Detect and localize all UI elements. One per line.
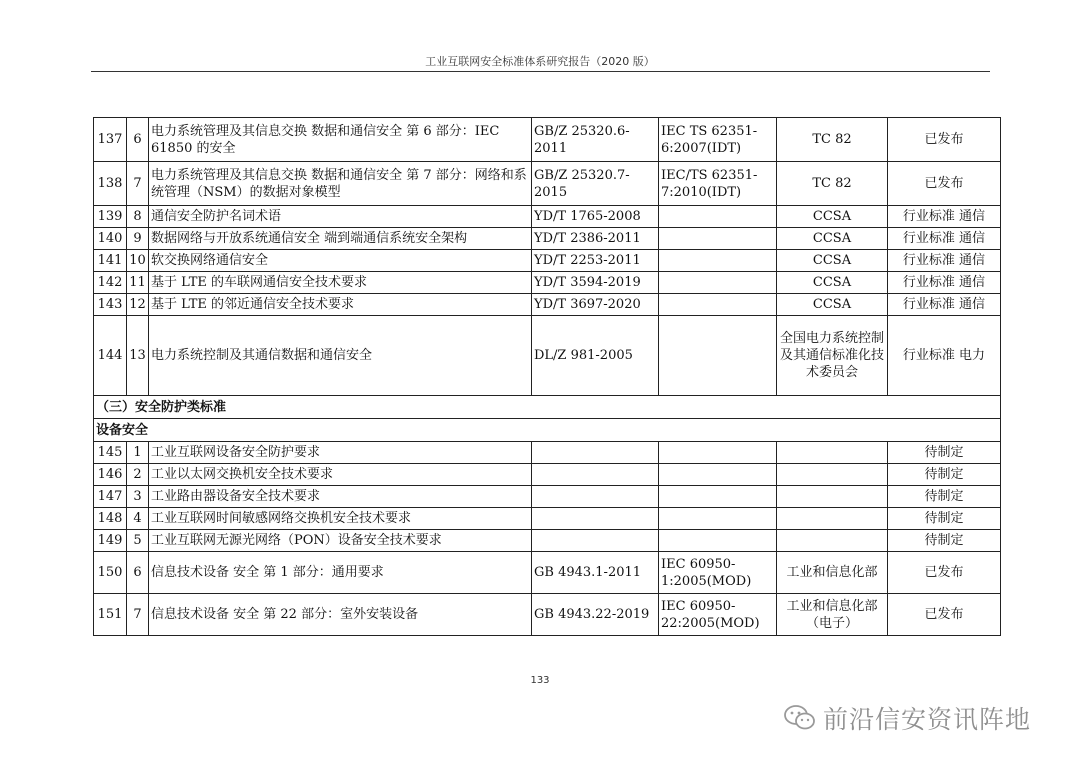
standard-name-cell: 电力系统控制及其通信数据和通信安全 xyxy=(149,316,532,396)
standard-name-cell: 数据网络与开放系统通信安全 端到端通信系统安全架构 xyxy=(149,228,532,250)
organization-cell xyxy=(777,530,888,552)
standard-code-cell: YD/T 1765-2008 xyxy=(532,206,659,228)
organization-cell: 全国电力系统控制及其通信标准化技术委员会 xyxy=(777,316,888,396)
table-row xyxy=(94,442,1001,464)
standard-code-cell: GB 4943.22-2019 xyxy=(532,594,659,636)
page-header-title: 工业互联网安全标准体系研究报告（2020 版） xyxy=(425,55,655,68)
adoption-relation-cell: IEC 60950-22:2005(MOD) xyxy=(659,594,777,636)
adoption-relation-cell xyxy=(659,316,777,396)
status-cell: 待制定 xyxy=(888,486,1001,508)
sub-number-cell: 7 xyxy=(127,162,149,206)
organization-cell xyxy=(777,486,888,508)
standard-code-cell: YD/T 2386-2011 xyxy=(532,228,659,250)
sub-number-cell: 12 xyxy=(127,294,149,316)
adoption-relation-cell: IEC/TS 62351-7:2010(IDT) xyxy=(659,162,777,206)
row-number-cell: 147 xyxy=(94,486,127,508)
table-body-a xyxy=(94,118,1001,396)
standard-name-cell: 基于 LTE 的车联网通信安全技术要求 xyxy=(149,272,532,294)
status-cell: 待制定 xyxy=(888,508,1001,530)
status-cell: 已发布 xyxy=(888,594,1001,636)
sub-number-cell: 1 xyxy=(127,442,149,464)
table-row xyxy=(94,118,1001,162)
adoption-relation-cell xyxy=(659,294,777,316)
standard-code-cell xyxy=(532,464,659,486)
organization-cell: CCSA xyxy=(777,294,888,316)
organization-cell: CCSA xyxy=(777,228,888,250)
organization-cell xyxy=(777,442,888,464)
standard-code-cell xyxy=(532,508,659,530)
status-cell: 行业标准 通信 xyxy=(888,250,1001,272)
standard-name-cell: 工业以太网交换机安全技术要求 xyxy=(149,464,532,486)
standard-code-cell xyxy=(532,530,659,552)
sub-number-cell: 4 xyxy=(127,508,149,530)
watermark-text: 前沿信安资讯阵地 xyxy=(823,705,1032,734)
standard-code-cell: DL/Z 981-2005 xyxy=(532,316,659,396)
subsection-heading-row xyxy=(94,419,1001,442)
table-row xyxy=(94,552,1001,594)
standard-name-cell: 工业互联网时间敏感网络交换机安全技术要求 xyxy=(149,508,532,530)
section-heading: （三）安全防护类标准 xyxy=(94,396,1001,419)
sub-number-cell: 7 xyxy=(127,594,149,636)
standard-code-cell: GB 4943.1-2011 xyxy=(532,552,659,594)
adoption-relation-cell xyxy=(659,442,777,464)
table-row xyxy=(94,594,1001,636)
table-row xyxy=(94,162,1001,206)
row-number-cell: 149 xyxy=(94,530,127,552)
page-number: 133 xyxy=(530,675,550,686)
sub-number-cell: 10 xyxy=(127,250,149,272)
sub-number-cell: 6 xyxy=(127,552,149,594)
organization-cell xyxy=(777,464,888,486)
sub-number-cell: 13 xyxy=(127,316,149,396)
status-cell: 行业标准 通信 xyxy=(888,228,1001,250)
adoption-relation-cell xyxy=(659,530,777,552)
status-cell: 待制定 xyxy=(888,464,1001,486)
status-cell: 已发布 xyxy=(888,552,1001,594)
row-number-cell: 146 xyxy=(94,464,127,486)
organization-cell: TC 82 xyxy=(777,118,888,162)
standard-name-cell: 工业互联网设备安全防护要求 xyxy=(149,442,532,464)
adoption-relation-cell xyxy=(659,250,777,272)
sub-number-cell: 2 xyxy=(127,464,149,486)
row-number-cell: 141 xyxy=(94,250,127,272)
status-cell: 已发布 xyxy=(888,118,1001,162)
row-number-cell: 140 xyxy=(94,228,127,250)
adoption-relation-cell xyxy=(659,464,777,486)
organization-cell: 工业和信息化部 xyxy=(777,552,888,594)
status-cell: 行业标准 通信 xyxy=(888,294,1001,316)
standard-name-cell: 信息技术设备 安全 第 22 部分：室外安装设备 xyxy=(149,594,532,636)
sub-number-cell: 9 xyxy=(127,228,149,250)
organization-cell: TC 82 xyxy=(777,162,888,206)
status-cell: 行业标准 通信 xyxy=(888,272,1001,294)
table-row xyxy=(94,228,1001,250)
standard-name-cell: 工业互联网无源光网络（PON）设备安全技术要求 xyxy=(149,530,532,552)
standard-code-cell: YD/T 3594-2019 xyxy=(532,272,659,294)
standard-code-cell: GB/Z 25320.6-2011 xyxy=(532,118,659,162)
standard-code-cell: GB/Z 25320.7-2015 xyxy=(532,162,659,206)
sub-number-cell: 3 xyxy=(127,486,149,508)
standard-name-cell: 软交换网络通信安全 xyxy=(149,250,532,272)
adoption-relation-cell xyxy=(659,508,777,530)
status-cell: 行业标准 电力 xyxy=(888,316,1001,396)
standard-name-cell: 基于 LTE 的邻近通信安全技术要求 xyxy=(149,294,532,316)
table-row xyxy=(94,464,1001,486)
row-number-cell: 151 xyxy=(94,594,127,636)
table-body-b xyxy=(94,442,1001,636)
section-heading-row xyxy=(94,396,1001,419)
status-cell: 待制定 xyxy=(888,442,1001,464)
header-rule xyxy=(91,71,990,72)
row-number-cell: 142 xyxy=(94,272,127,294)
wechat-icon xyxy=(783,703,817,733)
standard-code-cell: YD/T 3697-2020 xyxy=(532,294,659,316)
table-row xyxy=(94,294,1001,316)
table-row xyxy=(94,272,1001,294)
table-row xyxy=(94,316,1001,396)
standard-name-cell: 工业路由器设备安全技术要求 xyxy=(149,486,532,508)
standard-name-cell: 信息技术设备 安全 第 1 部分：通用要求 xyxy=(149,552,532,594)
adoption-relation-cell xyxy=(659,272,777,294)
standard-name-cell: 通信安全防护名词术语 xyxy=(149,206,532,228)
table-row xyxy=(94,250,1001,272)
status-cell: 已发布 xyxy=(888,162,1001,206)
standards-table xyxy=(93,117,1001,636)
standard-name-cell: 电力系统管理及其信息交换 数据和通信安全 第 7 部分：网络和系统管理（NSM）的数据对象模型 xyxy=(149,162,532,206)
standard-code-cell xyxy=(532,442,659,464)
row-number-cell: 138 xyxy=(94,162,127,206)
sub-number-cell: 5 xyxy=(127,530,149,552)
adoption-relation-cell xyxy=(659,486,777,508)
row-number-cell: 137 xyxy=(94,118,127,162)
standard-code-cell: YD/T 2253-2011 xyxy=(532,250,659,272)
table-row xyxy=(94,206,1001,228)
standard-name-cell: 电力系统管理及其信息交换 数据和通信安全 第 6 部分：IEC 61850 的安全 xyxy=(149,118,532,162)
sub-number-cell: 8 xyxy=(127,206,149,228)
row-number-cell: 139 xyxy=(94,206,127,228)
row-number-cell: 150 xyxy=(94,552,127,594)
status-cell: 待制定 xyxy=(888,530,1001,552)
table-section xyxy=(94,396,1001,442)
subsection-heading: 设备安全 xyxy=(94,419,1001,442)
sub-number-cell: 6 xyxy=(127,118,149,162)
organization-cell: CCSA xyxy=(777,206,888,228)
adoption-relation-cell xyxy=(659,228,777,250)
row-number-cell: 145 xyxy=(94,442,127,464)
table-row xyxy=(94,530,1001,552)
table-row xyxy=(94,508,1001,530)
sub-number-cell: 11 xyxy=(127,272,149,294)
organization-cell: 工业和信息化部（电子） xyxy=(777,594,888,636)
row-number-cell: 144 xyxy=(94,316,127,396)
organization-cell xyxy=(777,508,888,530)
status-cell: 行业标准 通信 xyxy=(888,206,1001,228)
table-row xyxy=(94,486,1001,508)
adoption-relation-cell: IEC TS 62351-6:2007(IDT) xyxy=(659,118,777,162)
adoption-relation-cell: IEC 60950-1:2005(MOD) xyxy=(659,552,777,594)
standard-code-cell xyxy=(532,486,659,508)
organization-cell: CCSA xyxy=(777,272,888,294)
row-number-cell: 143 xyxy=(94,294,127,316)
organization-cell: CCSA xyxy=(777,250,888,272)
row-number-cell: 148 xyxy=(94,508,127,530)
adoption-relation-cell xyxy=(659,206,777,228)
watermark xyxy=(783,700,1031,736)
